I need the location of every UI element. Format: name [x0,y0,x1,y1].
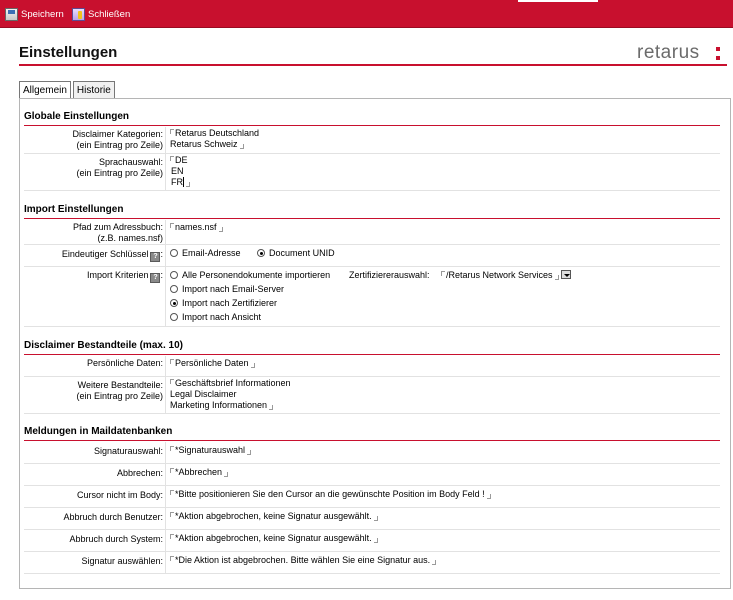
section-title: Meldungen in Maildatenbanken [24,426,173,437]
close-button[interactable] [72,7,130,22]
field-label: Cursor nicht im Body: [76,490,163,500]
sprache-value: EN [171,166,184,176]
cursor-nicht-im-body-field[interactable] [170,489,491,500]
field-label [24,222,163,244]
row-persoenliche-daten [24,356,720,377]
row-disclaimer-kategorien [24,127,720,154]
field-end-marker [224,472,228,477]
section-divider [24,125,720,126]
tab-allgemein[interactable]: Allgemein [19,81,71,98]
tab-bar [19,81,117,98]
section-global [24,111,720,126]
radio-button[interactable] [257,249,265,257]
row-import-kriterien [24,267,720,327]
text-cursor [183,177,184,187]
radio-label: Document UNID [269,248,335,258]
radio-button[interactable] [170,299,178,307]
section-messages [24,426,720,441]
persoenliche-daten-field[interactable] [170,358,255,369]
field-label: Abbruch durch System: [69,534,163,544]
kategorien-field[interactable] [170,128,259,150]
field-end-marker [251,363,255,368]
close-icon [72,8,85,21]
label-hint: (ein Eintrag pro Zeile) [76,140,163,150]
message-value: *Abbrechen [175,467,223,477]
kriterien-radio-group [170,270,330,326]
field-label: Eindeutiger Schlüssel ? : [61,249,163,260]
label-line: Weitere Bestandteile: [77,380,163,390]
radio-label: Import nach Zertifizierer [182,298,278,308]
field-label [24,157,163,179]
radio-button[interactable] [170,271,178,279]
section-import [24,204,720,219]
field-start-marker [170,468,174,473]
radio-label: Import nach Ansicht [182,312,262,322]
radio-alle-personendokumente[interactable] [170,270,330,284]
schluessel-radio-group [170,248,335,259]
weitere-bestandteile-field[interactable] [170,378,291,411]
radio-label: Email-Adresse [182,248,241,258]
row-eindeutiger-schluessel [24,245,720,267]
row-abbrechen [24,464,720,486]
row-abbruch-benutzer [24,508,720,530]
radio-button[interactable] [170,249,178,257]
save-button-label: Speichern [21,9,64,20]
toolbar-accent [518,0,598,2]
field-end-marker [269,405,273,410]
field-start-marker [441,271,445,276]
section-divider [24,218,720,219]
abbrechen-field[interactable] [170,467,228,478]
field-start-marker [170,223,174,228]
field-label: Signatur auswählen: [81,556,163,566]
save-button[interactable] [5,7,64,22]
field-label: Import Kriterien ? : [86,270,163,281]
field-end-marker [247,450,251,455]
retarus-logo: retarus [637,42,700,63]
sprache-value: FR [171,177,183,187]
radio-ansicht[interactable] [170,312,330,326]
radio-email-adresse[interactable] [170,248,241,258]
bestandteil-value: Marketing Informationen [170,400,268,410]
label-line: Disclaimer Kategorien: [72,129,163,139]
label-line: Pfad zum Adressbuch: [72,222,163,232]
label-line: Eindeutiger Schlüssel [61,249,149,259]
save-icon [5,8,18,21]
row-signaturauswahl [24,442,720,464]
bestandteil-value: Legal Disclaimer [170,389,237,399]
row-adressbuch-pfad [24,220,720,245]
message-value: *Signaturauswahl [175,445,246,455]
abbruch-benutzer-field[interactable] [170,511,378,522]
bestandteil-value: Geschäftsbrief Informationen [175,378,291,388]
close-button-label: Schließen [88,9,131,20]
field-label: Abbrechen: [116,468,163,478]
row-weitere-bestandteile [24,377,720,414]
message-value: *Aktion abgebrochen, keine Signatur ausgewählt. [175,533,372,543]
radio-email-server[interactable] [170,284,330,298]
abbruch-system-field[interactable] [170,533,378,544]
message-value: *Bitte positionieren Sie den Cursor an die gewünschte Position im Body Feld ! [175,489,485,499]
radio-label: Alle Personendokumente importieren [182,270,331,280]
sprache-value: DE [175,155,188,165]
help-icon[interactable]: ? [150,252,160,262]
title-divider [19,64,727,66]
field-label [24,380,163,402]
field-start-marker [170,129,174,134]
field-label: Abbruch durch Benutzer: [63,512,163,522]
label-hint: (z.B. names.nsf) [97,233,163,243]
radio-document-unid[interactable] [257,248,335,258]
field-end-marker [240,144,244,149]
field-end-marker [374,516,378,521]
field-start-marker [170,379,174,384]
dropdown-icon[interactable] [561,270,571,279]
label-line: Sprachauswahl: [98,157,163,167]
field-end-marker [432,560,436,565]
label-hint: (ein Eintrag pro Zeile) [76,391,163,401]
row-cursor-nicht-im-body [24,486,720,508]
label-hint: (ein Eintrag pro Zeile) [76,168,163,178]
field-start-marker [170,556,174,561]
field-label: Persönliche Daten: [86,358,163,368]
section-title: Disclaimer Bestandteile (max. 10) [24,340,183,351]
label-line: Import Kriterien [86,270,149,280]
signaturauswahl-field[interactable] [170,445,251,456]
section-divider [24,354,720,355]
sprachauswahl-field[interactable] [170,155,190,188]
field-end-marker [186,182,190,187]
message-value: *Die Aktion ist abgebrochen. Bitte wählen Sie eine Signatur aus. [175,555,431,565]
zertifizierer-field[interactable] [441,270,571,281]
row-sprachauswahl [24,154,720,191]
persoenliche-daten-value: Persönliche Daten [175,358,249,368]
kategorie-value: Retarus Schweiz [170,139,238,149]
page-title: Einstellungen [19,44,118,61]
field-start-marker [170,534,174,539]
field-start-marker [170,359,174,364]
action-toolbar [0,0,733,28]
radio-button[interactable] [170,285,178,293]
logo-colon-mark [716,45,720,63]
help-icon[interactable]: ? [150,273,160,283]
radio-zertifizierer[interactable] [170,298,330,312]
zertifizierer-value: /Retarus Network Services [446,270,553,280]
radio-button[interactable] [170,313,178,321]
field-start-marker [170,512,174,517]
radio-label: Import nach Email-Server [182,284,285,294]
message-value: *Aktion abgebrochen, keine Signatur ausgewählt. [175,511,372,521]
adressbuch-pfad-value: names.nsf [175,222,217,232]
row-signatur-auswaehlen [24,552,720,574]
section-divider [24,440,720,441]
field-end-marker [374,538,378,543]
field-start-marker [170,490,174,495]
field-end-marker [219,227,223,232]
zertifizierer-label: Zertifiziererauswahl: [349,270,430,280]
tab-historie[interactable]: Historie [73,81,115,98]
field-label [24,129,163,151]
section-title: Globale Einstellungen [24,111,130,122]
row-abbruch-system [24,530,720,552]
section-title: Import Einstellungen [24,204,124,215]
field-start-marker [170,156,174,161]
signatur-auswaehlen-field[interactable] [170,555,436,566]
field-end-marker [487,494,491,499]
field-start-marker [170,446,174,451]
kategorie-value: Retarus Deutschland [175,128,260,138]
section-disclaimer [24,340,720,355]
field-end-marker [555,275,559,280]
field-label: Signaturauswahl: [93,446,163,456]
adressbuch-pfad-field[interactable] [170,222,223,233]
